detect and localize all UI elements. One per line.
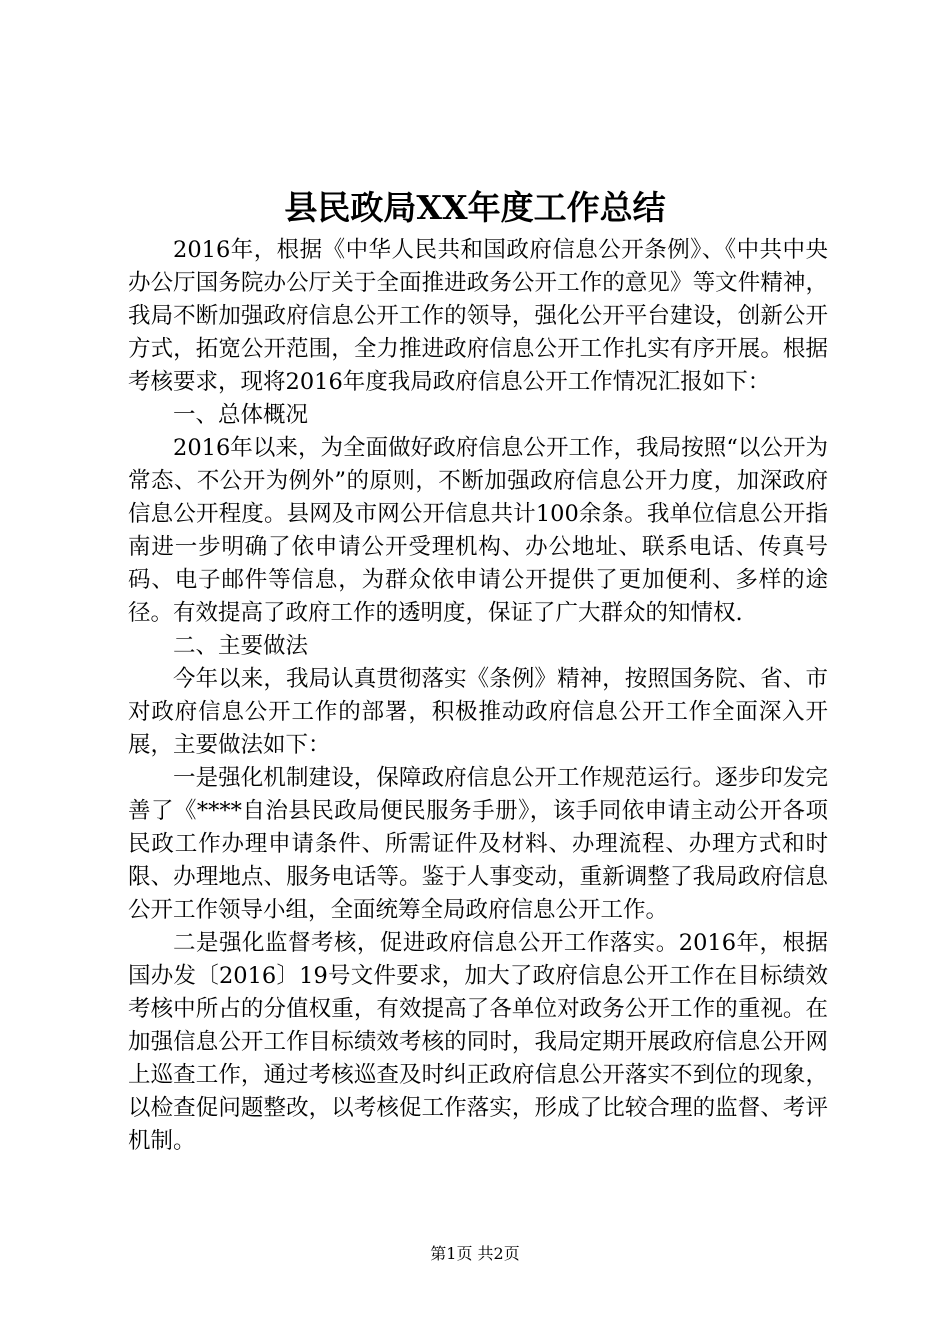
- paragraph-supervision: 二是强化监督考核，促进政府信息公开工作落实。2016年，根据国办发〔2016〕19号文件要求，加大了政府信息公开工作在目标绩效考核中所占的分值权重，有效提高了各单位对政务公开工作的重视。在加强信息公开工作目标绩效考核的同时，我局定期开展政府信息公开网上巡查工作，通过考核巡查及时纠正政府信息公开落实不到位的现象，以检查促问题整改，以考核促工作落实，形成了比较合理的监督、考评机制。: [128, 930, 828, 1154]
- document-title: 县民政局XX年度工作总结: [284, 188, 666, 227]
- paragraph-mechanism: 一是强化机制建设，保障政府信息公开工作规范运行。逐步印发完善了《****自治县民政局便民服务手册》，该手同依申请主动公开各项民政工作办理申请条件、所需证件及材料、办理流程、办理方式和时限、办理地点、服务电话等。鉴于人事变动，重新调整了我局政府信息公开工作领导小组，全面统筹全局政府信息公开工作。: [128, 765, 828, 923]
- page-footer: 第1页 共2页: [430, 1244, 520, 1263]
- section-heading-main-practices: 二、主要做法: [173, 633, 309, 659]
- paragraph-overview: 2016年以来，为全面做好政府信息公开工作，我局按照“以公开为常态、不公开为例外”的原则，不断加强政府信息公开力度，加深政府信息公开程度。县网及市网公开信息共计100余条。我单位信息公开指南进一步明确了依申请公开受理机构、办公地址、联系电话、传真号码、电子邮件等信息，为群众依申请公开提供了更加便利、多样的途径。有效提高了政府工作的透明度，保证了广大群众的知情权.: [128, 435, 828, 626]
- section-heading-overview: 一、总体概况: [173, 402, 309, 428]
- paragraph-main-practices: 今年以来，我局认真贯彻落实《条例》精神，按照国务院、省、市对政府信息公开工作的部署，积极推动政府信息公开工作全面深入开展，主要做法如下：: [128, 666, 828, 758]
- document-body: [128, 234, 828, 1158]
- paragraph-intro: 2016年，根据《中华人民共和国政府信息公开条例》、《中共中央办公厅国务院办公厅关于全面推进政务公开工作的意见》等文件精神，我局不断加强政府信息公开工作的领导，强化公开平台建设，创新公开方式，拓宽公开范围，全力推进政府信息公开工作扎实有序开展。根据考核要求，现将2016年度我局政府信息公开工作情况汇报如下：: [128, 237, 828, 395]
